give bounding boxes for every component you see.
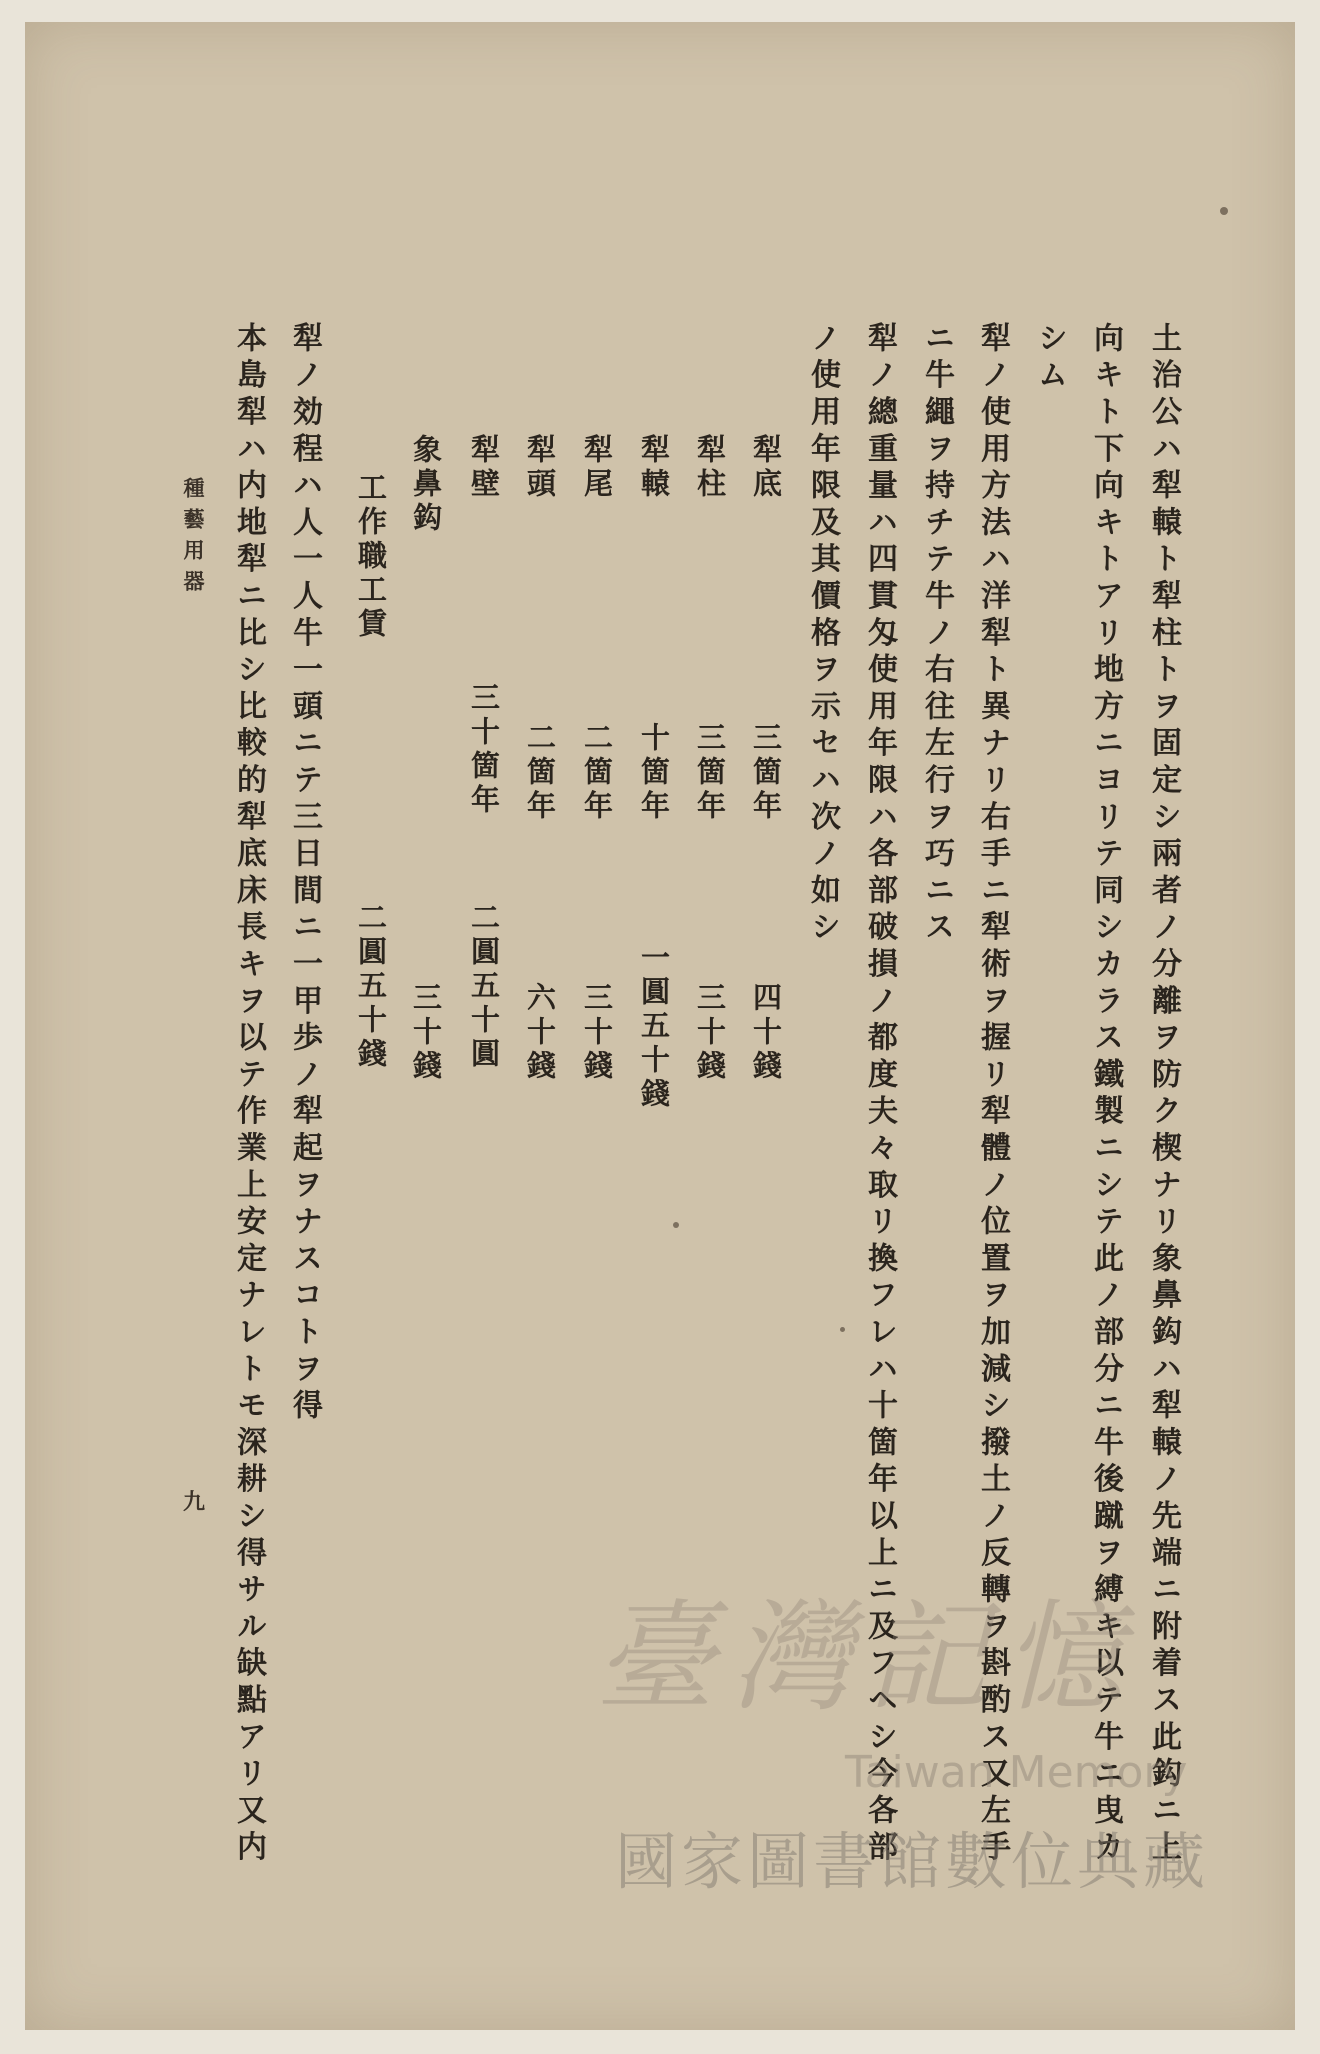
table-item-name: 工作職工賃: [354, 472, 388, 642]
table-item-years: 三箇年: [693, 722, 727, 824]
table-item-name: 犁底: [749, 434, 783, 502]
text-column: ノ使用年限及其價格ヲ示セハ次ノ如シ: [805, 322, 840, 948]
table-item-name: 象鼻鈎: [409, 434, 443, 536]
paper-speck: [673, 1222, 679, 1228]
paper-speck: [1220, 207, 1228, 215]
text-column: 向キト下向キトアリ地方ニヨリテ同シカラス鐵製ニシテ此ノ部分ニ牛後蹴ヲ縛キ以テ牛ニ曳カ: [1088, 322, 1123, 1868]
text-column: 土治公ハ犁轅ト犁柱トヲ固定シ兩者ノ分離ヲ防ク楔ナリ象鼻鈎ハ犁轅ノ先端ニ附着ス此鈎ニ上: [1146, 322, 1181, 1868]
table-item-name: 犁壁: [467, 434, 501, 502]
table-item-name: 犁轅: [637, 434, 671, 502]
table-item-price: 三十錢: [580, 982, 614, 1084]
paper-speck: [840, 1327, 845, 1332]
table-item-price: 三十錢: [409, 982, 443, 1084]
table-item-years: 三箇年: [749, 722, 783, 824]
table-item-price: 二圓五十錢: [354, 902, 388, 1072]
page-number: 九: [183, 1489, 206, 1515]
watermark-english: Taiwan Memory: [845, 1747, 1188, 1798]
watermark-script: 臺灣記憶: [595, 1589, 1139, 1728]
table-item-price: 六十錢: [523, 982, 557, 1084]
text-column: ニ牛繩ヲ持チテ牛ノ右往左行ヲ巧ニス: [919, 322, 954, 948]
table-item-price: 二圓五十圓: [467, 902, 501, 1072]
table-item-price: 一圓五十錢: [637, 942, 671, 1112]
table-item-years: 二箇年: [580, 722, 614, 824]
book-page: [25, 22, 1295, 2030]
table-item-name: 犁頭: [523, 434, 557, 502]
table-item-years: 十箇年: [637, 722, 671, 824]
table-item-price: 四十錢: [749, 982, 783, 1084]
text-column: 犁ノ効程ハ人一人牛一頭ニテ三日間ニ一甲歩ノ犁起ヲナスコトヲ得: [287, 322, 322, 1426]
text-column: 本島犁ハ内地犁ニ比シ比較的犁底床長キヲ以テ作業上安定ナレトモ深耕シ得サル缺點アリ又内: [231, 322, 266, 1868]
text-column: 犁ノ使用方法ハ洋犁ト異ナリ右手ニ犁術ヲ握リ犁體ノ位置ヲ加減シ撥土ノ反轉ヲ斟酌ス又左手: [975, 322, 1010, 1868]
table-item-years: 二箇年: [523, 722, 557, 824]
table-item-years: 三十箇年: [467, 682, 501, 818]
table-item-name: 犁柱: [693, 434, 727, 502]
running-header: 種藝用器: [181, 477, 206, 601]
table-item-price: 三十錢: [693, 982, 727, 1084]
text-column: シム: [1032, 322, 1067, 396]
watermark-chinese: 國家圖書館數位典藏: [615, 1825, 1210, 1898]
table-item-name: 犁尾: [580, 434, 614, 502]
text-column: 犁ノ總重量ハ四貫匁使用年限ハ各部破損ノ都度夫々取リ換フレハ十箇年以上ニ及フヘシ今各部: [862, 322, 897, 1868]
